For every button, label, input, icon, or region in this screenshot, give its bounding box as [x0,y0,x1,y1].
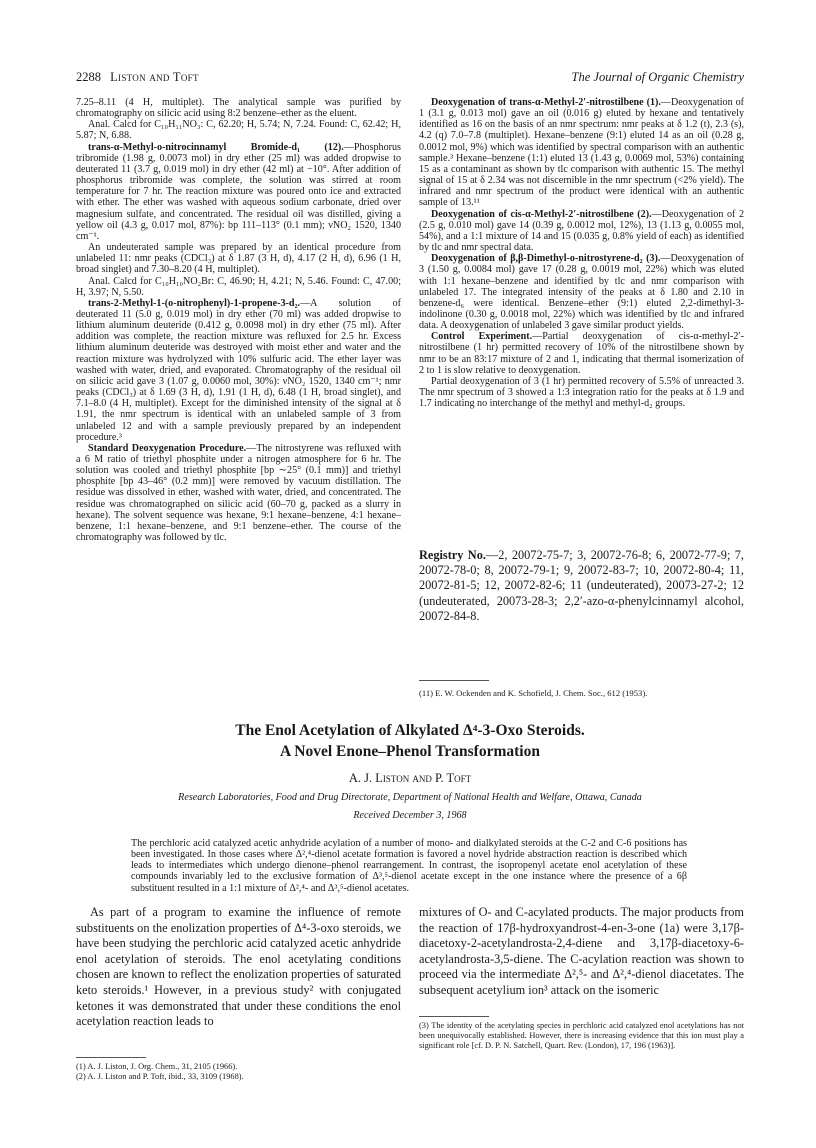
affiliation: Research Laboratories, Food and Drug Directorate, Department of National Health and Welfare, Ottawa, Canada [178,792,642,803]
title-line-2: A Novel Enone–Phenol Transformation [280,743,540,760]
paragraph: As part of a program to examine the influence of remote substituents on the enolization properties of Δ⁴-3-oxo steroids, we have been studying the perchloric acid catalyzed acetic anhydride enol acetylation of steroids. The enol acetylating conditions chosen are known to reflect the enolization properties of saturated keto steroids.¹ However, in a previous study² with conjugated ketones it was demonstrated that under these conditions the enol acetylation reaction leads to [76,905,401,1029]
paragraph [419,97,744,209]
journal-name: The Journal of Organic Chemistry [571,70,744,84]
paragraph: Anal. Calcd for C₁₀H₁₀NO₂Br: C, 46.90; H, 4.21; N, 5.46. Found: C, 47.00; H, 3.97; N, 5.50. [76,275,401,298]
author-names: A. J. Liston and P. Toft [348,771,472,785]
footnote-divider [419,680,489,681]
paragraph [419,209,744,254]
paragraph-text: —Partial deoxygenation of cis-α-methyl-2′-nitrostilbene (1 hr) permitted recovery of 10% of the nitrostilbene shown by nmr to be an 83:17 mixture of 2 and 1, indicating that thermal isomerization of 2 to 1 is slow relative to deoxygenation. [419,331,744,376]
paragraph-text: —The nitrostyrene was refluxed with a 6 M ratio of triethyl phosphite under a nitrogen atmosphere for 6 hr. The solution was cooled and triethyl phosphite [bp ∼25° (0.1 mm)] and triethyl phosphite [bp 43–46° (0.2 mm)] were removed by vacuum distillation. The residue was dissolved in ether, washed with water, dried, and concentrated. The residue was chromatographed on silicic acid (60–70 g, packed as a slurry in hexane). The solvent sequence was hexane, 9:1 hexane–benzene, 4:1 hexane–benzene, 1:1 hexane–benzene, and 9:1 benzene–ether. The course of the chromatography was followed by tlc. [76,442,401,544]
footnotes-left [76,1062,401,1082]
paragraph [76,298,401,443]
paragraph-text: —Phosphorus tribromide (1.98 g, 0.0073 mol) in dry ether (25 ml) was added dropwise to deuterated 11 (3.7 g, 0.019 mol) in dry ether (42 ml) at −10°. After addition of phosphorus tribromide was complete, the solution was stirred at room temperature for 7 hr. The reaction mixture was poured onto ice and extracted with ether. The ether was washed with aqueous sodium carbonate, dried over magnesium sulfate, and concentrated. The residual oil was distilled, giving a yellow oil (4.3 g, 0.017 mol, 87%): bp 111–113° (0.1 mm); νNO₂ 1520, 1340 cm⁻¹. [76,141,401,242]
running-header [76,70,744,86]
footnote-3: (3) The identity of the acetylating species in perchloric acid catalyzed enol acetylations has not been unequivocally established. However, there is increasing evidence that this ion must play a significant role [cf. D. P. N. Satchell, Quart. Rev. (London), 17, 196 (1963)]. [419,1021,744,1050]
page-number: 2288 [76,70,101,84]
registry-text: —2, 20072-75-7; 3, 20072-76-8; 6, 20072-77-9; 7, 20072-78-0; 8, 20072-79-1; 9, 20072-83-7; 10, 20072-80-4; 11, 20072-81-5; 12, 20072-82-6; 11 (undeuterated), 20073-27-2; 12 (undeuterated, 20073-28-3; 2,2′-azo-α-phenylcinnamyl alcohol, 20072-84-8. [419,548,744,623]
paragraph-heading: Deoxygenation of trans-α-Methyl-2′-nitrostilbene (1). [431,97,661,108]
paragraph [76,142,401,242]
body-right-column [419,905,744,999]
paragraph-heading: Standard Deoxygenation Procedure. [88,442,247,454]
paragraph-text: —Deoxygenation of 3 (1.50 g, 0.0084 mol) gave 17 (0.28 g, 0.0019 mol, 22%) which was eluted with 1:1 hexane–benzene and identified by tlc and nmr comparison with unlabeled 17. The integrated intensity of the peaks at δ 1.80 and 2.10 in benzene-d₆ were identical. Benzene–ether (9:1) eluted 2,2-dimethyl-3-indolinone (0.30 g, 0.0018 mol, 22%) which was identified by tlc and infrared data. A deoxygenation of unlabeled 3 gave similar product yields. [419,253,744,332]
paragraph [419,253,744,331]
experimental-left-column [76,97,401,543]
paragraph-heading: trans-2-Methyl-1-(o-nitrophenyl)-1-propene-3-d₂. [88,297,301,309]
experimental-right-column [419,97,744,409]
registry-label: Registry No. [419,548,486,562]
registry-numbers [419,548,744,624]
article-authors [76,771,744,786]
paragraph: mixtures of O- and C-acylated products. The major products from the reaction of 17β-hydroxyandrost-4-en-3-one (1a) were 3,17β-diacetoxy-2-acetylandrosta-2,4-diene and 3,17β-diacetoxy-6-acetylandrosta-3,5-diene. The C-acylation reaction was shown to proceed via the intermediate Δ²,⁵- and Δ²,⁴-dienol diacetates. The subsequent acetylium ion³ attack on the isomeric [419,905,744,997]
body-left-column [76,905,401,1030]
paragraph: Partial deoxygenation of 3 (1 hr) permitted recovery of 5.5% of unreacted 3. The nmr spectrum of 3 showed a 1:3 integration ratio for the peaks at δ 1.9 and 1.7 indicating no interchange of the methyl and methyl-d₂ groups. [419,375,744,410]
abstract: The perchloric acid catalyzed acetic anhydride acylation of a number of mono- and dialkylated steroids at the C-2 and C-6 positions has been investigated. In those cases where Δ²,⁴-dienol acetate formation is favored a novel hydride abstraction reaction is described which leads to intermediates which undergo dienone–phenol rearrangement. In contrast, the isopropenyl acetate enol acetylation of these compounds invariably led to the exclusive formation of Δ³,⁵-dienol acetate except in the one instance where the presence of a 6β substituent resulted in a 1:1 mixture of Δ²,⁴- and Δ³,⁵-dienol acetates. [131,838,687,894]
paragraph-text: —A solution of deuterated 11 (5.0 g, 0.019 mol) in dry ether (70 ml) was added dropwise to lithium aluminum deuteride (0.412 g, 0.0098 mol) in dry ether (75 ml). After addition was complete, the reaction mixture was refluxed for 2.5 hr. Excess lithium aluminum deuteride was destroyed with moist ether and water and the reaction mixture was hydrolyzed with 10% sulfuric acid. The ether layer was washed with water, dried, and evaporated. Chromatography of the residual oil on silicic acid gave 3 (1.07 g, 0.0060 mol, 30%): νNO₂ 1520, 1340 cm⁻¹; nmr peaks (CDCl₃) at δ 1.69 (3 H, d), 1.91 (1 H, d), 6.48 (1 H, broad singlet), and 7.1–8.0 (4 H, multiplet). Except for the diminished intensity of the signal at δ 1.91, the nmr spectrum is identical with an unlabeled sample of 3 from unlabeled 12 and with a sample previously prepared by an independent procedure.³ [76,297,401,443]
paragraph: Anal. Calcd for C₁₀H₁₁NO₃: C, 62.20; H, 5.74; N, 7.24. Found: C, 62.42; H, 5.87; N, 6.88. [76,119,401,142]
paragraph-heading: Deoxygenation of cis-α-Methyl-2′-nitrostilbene (2). [431,208,652,220]
paragraph-text: —Deoxygenation of 2 (2.5 g, 0.010 mol) gave 14 (0.39 g, 0.0012 mol, 12%), 13 (1.13 g, 0.0055 mol, 54%), and a 1:1 mixture of 14 and 15 (0.035 g, 0.8% yield of each) as identified by tlc and nmr spectral data. [419,208,744,254]
paragraph-heading: Deoxygenation of β,β-Dimethyl-o-nitrostyrene-d₂ (3). [431,253,661,265]
header-left [76,70,199,85]
paragraph-text: —Deoxygenation of 1 (3.1 g, 0.013 mol) gave an oil (0.016 g) eluted by hexane and tentatively identified as 16 on the basis of an nmr spectrum: nmr peaks at δ 1.2 (t), 2.3 (s), 4.2 (q) 7.0–7.8 (multiplet). Hexane–benzene (9:1) eluted 14 as an oil (0.28 g, 0.0012 mol, 9%) which was identified by spectral comparison with an authentic sample.³ Hexane–benzene (1:1) eluted 13 (1.43 g, 0.0069 mol, 53%) containing 15 as a contaminant as shown by tlc comparison with authentic 15. The methyl signal of 15 at δ 2.34 was not discernible in the nmr spectrum (<2% yield). The infrared and nmr spectrum of the product were identical with an authentic sample of 13.¹¹ [419,97,744,209]
header-authors: Liston and Toft [110,70,199,84]
paragraph-heading: Control Experiment. [431,331,533,343]
paragraph: 7.25–8.11 (4 H, multiplet). The analytical sample was purified by chromatography on silicic acid using 8:2 benzene–ether as the eluent. [76,97,401,120]
received-date: Received December 3, 1968 [353,810,467,821]
paragraph-heading: trans-α-Methyl-o-nitrocinnamyl Bromide-d₁ (12). [88,141,344,153]
paragraph [419,331,744,376]
paragraph: An undeuterated sample was prepared by an identical procedure from unlabeled 11: nmr peaks (CDCl₃) at δ 1.87 (3 H, d), 4.17 (2 H, d), 6.96 (1 H, broad singlet) and 7.30–8.20 (4 H, multiplet). [76,242,401,276]
paragraph [76,443,401,543]
footnote-divider [419,1016,489,1017]
footnote-2: (2) A. J. Liston and P. Toft, ibid., 33, 3109 (1968). [76,1072,244,1081]
footnote-11: (11) E. W. Ockenden and K. Schofield, J. Chem. Soc., 612 (1953). [419,688,648,698]
article-title [76,720,744,762]
footnote-divider [76,1057,146,1058]
footnote-1: (1) A. J. Liston, J. Org. Chem., 31, 2105 (1966). [76,1062,238,1071]
title-line-1: The Enol Acetylation of Alkylated Δ⁴-3-Oxo Steroids. [235,722,585,739]
